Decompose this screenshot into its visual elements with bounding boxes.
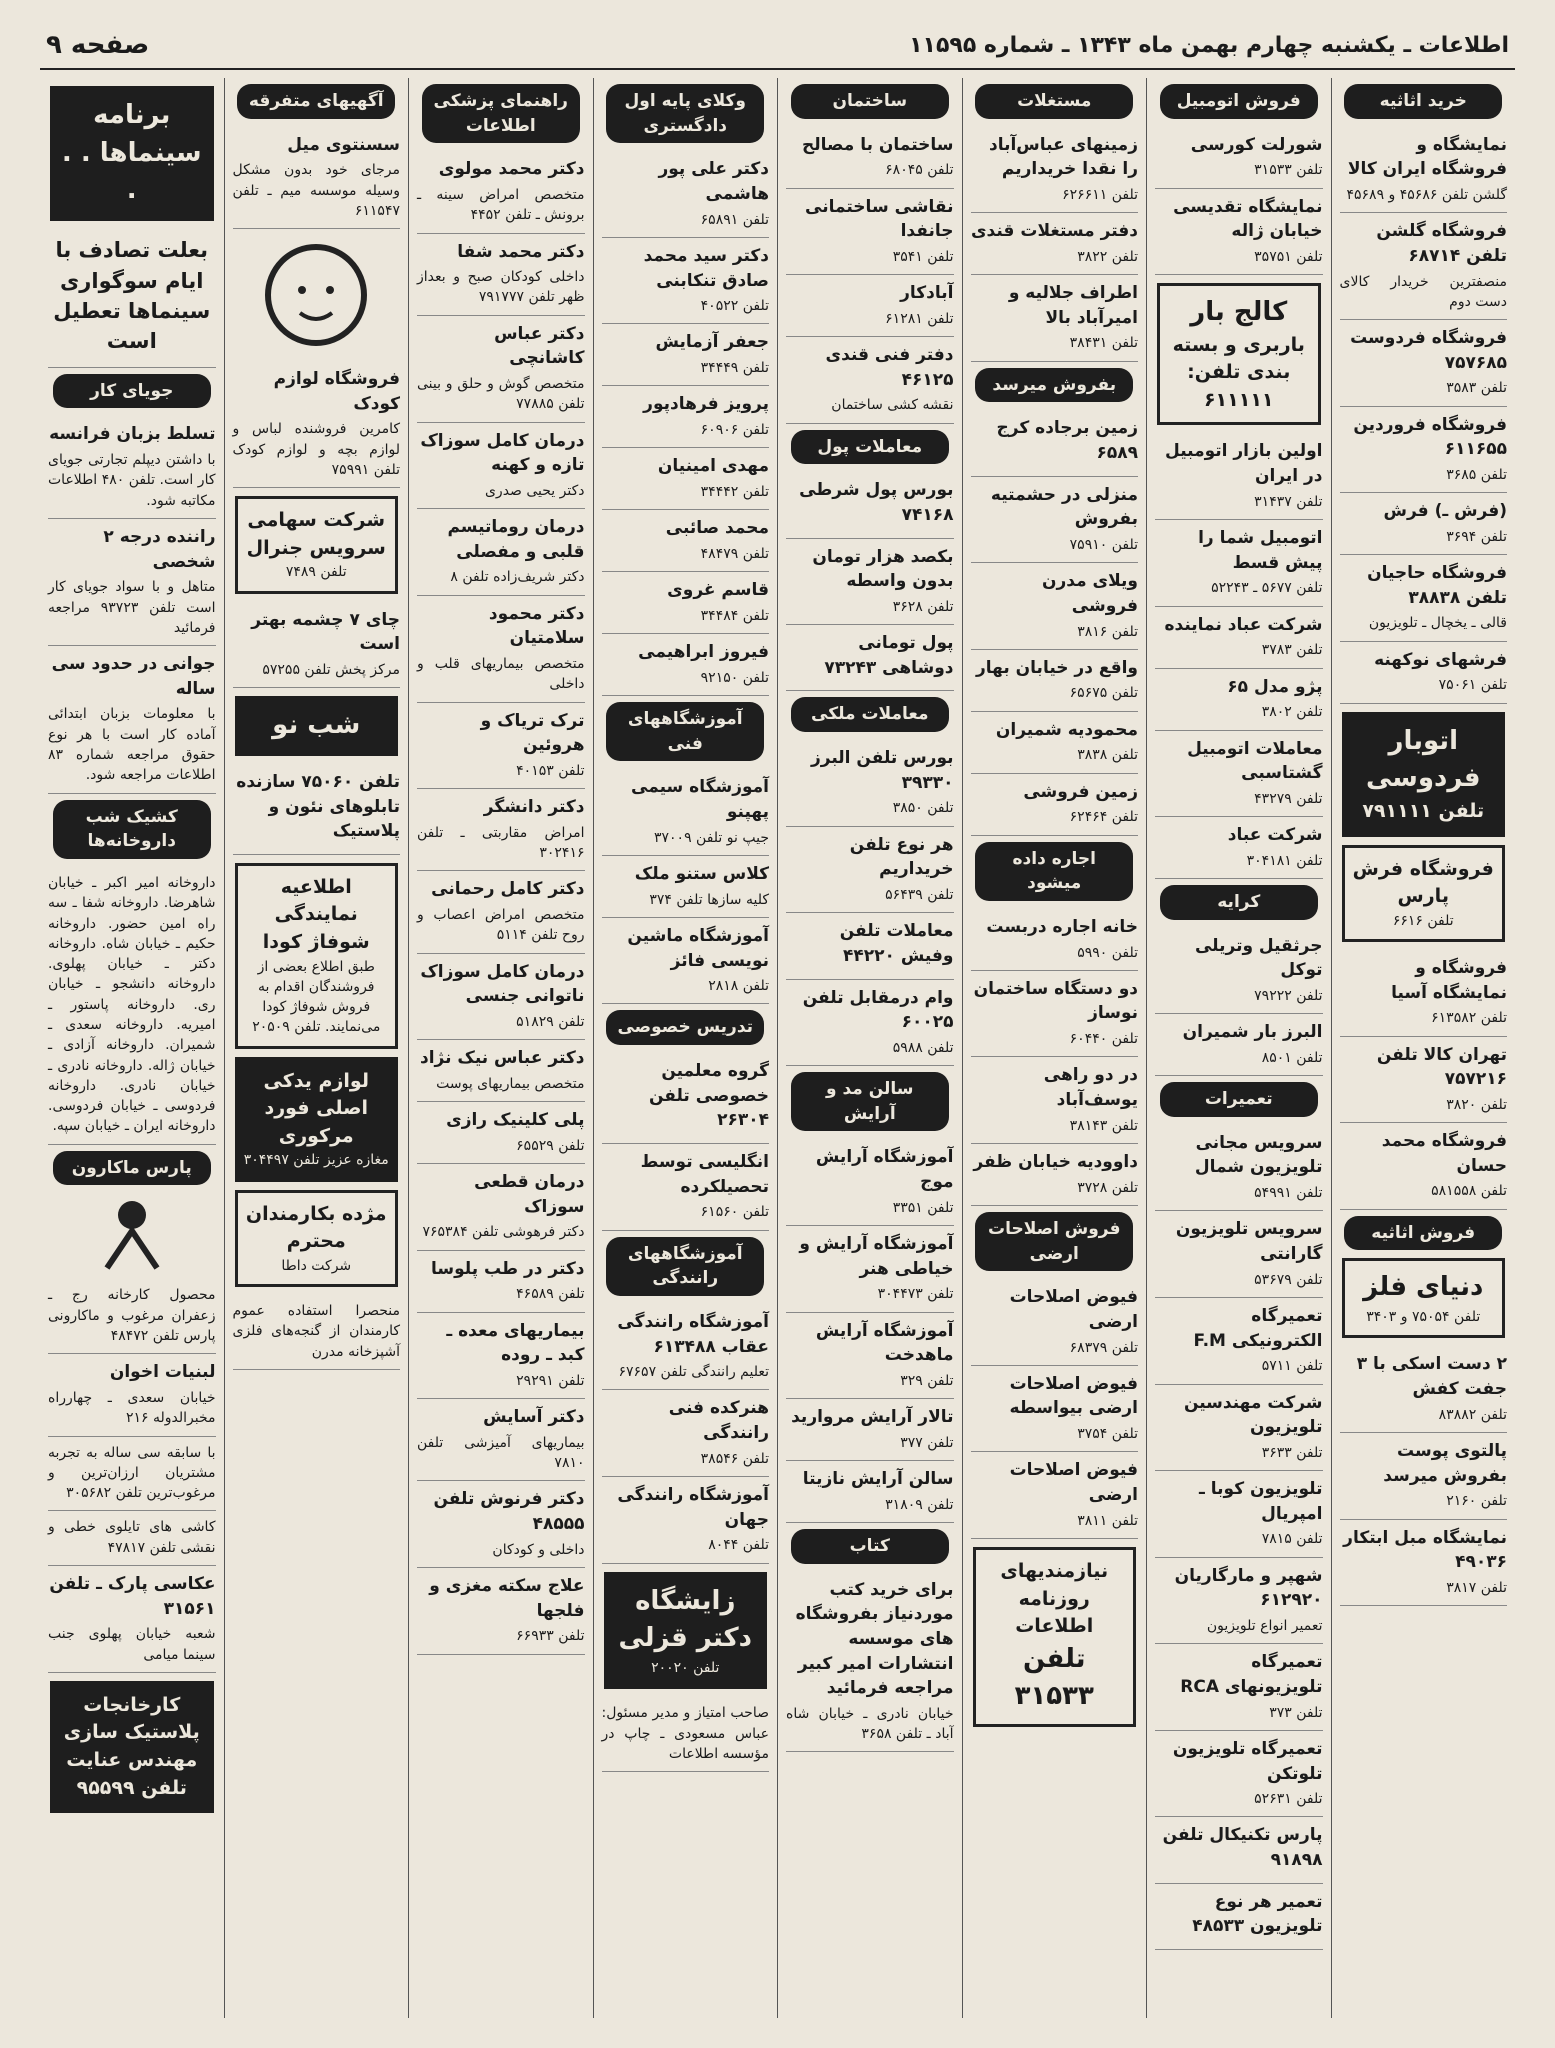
ad: فیوض اصلاحات ارضی تلفن ۳۸۱۱ xyxy=(971,1452,1139,1539)
ad: علاج سکته مغزی و فلجها تلفن ۶۶۹۳۳ xyxy=(417,1568,585,1655)
ford-parts-ad: لوازم یدکی اصلی فورد مرکوری مغازه عزیز تلفن ۳۰۴۴۹۷ xyxy=(235,1057,399,1182)
ad: تلویزیون کوبا ـ امپریال تلفن ۷۸۱۵ xyxy=(1155,1471,1323,1558)
ad: دفتر فنی قندی ۴۶۱۲۵ نقشه کشی ساختمان xyxy=(786,337,954,424)
kalj-bar-ad: کالج بار باربری و بسته بندی تلفن: ۶۱۱۱۱۱ xyxy=(1157,283,1321,425)
ad: دکتر عباس کاشانچی متخصص گوش و حلق و بینی تلفن ۷۷۸۸۵ xyxy=(417,316,585,423)
ad: کاشی های تایلوی خطی و نقشی تلفن ۴۷۸۱۷ xyxy=(48,1511,216,1566)
pars-carpet-ad: فروشگاه فرش پارس تلفن ۶۶۱۶ xyxy=(1342,845,1506,942)
ad: فیوض اصلاحات ارضی تلفن ۶۸۳۷۹ xyxy=(971,1279,1139,1366)
pars-logo xyxy=(48,1193,216,1273)
ad: (فرش ـ) فرش تلفن ۳۶۹۴ xyxy=(1340,493,1508,555)
section-header: فروش اتومبیل xyxy=(1160,84,1318,119)
ad: بیماریهای معده ـ کبد ـ روده تلفن ۲۹۲۹۱ xyxy=(417,1313,585,1400)
ad: پلی کلینیک رازی تلفن ۶۵۵۲۹ xyxy=(417,1102,585,1164)
ad: دکتر محمد مولوی متخصص امراض سینه ـ برونش ـ تلفن ۴۴۵۲ xyxy=(417,151,585,233)
maternity-hospital-ad: زایشگاه دکتر قزلی تلفن ۲۰۰۲۰ xyxy=(604,1572,768,1690)
ad: فروشگاه محمد حسان تلفن ۵۸۱۵۵۸ xyxy=(1340,1123,1508,1210)
section-header: پارس ماکارون xyxy=(53,1151,211,1186)
ad: کلاس ستنو ملک کلیه سازها تلفن ۳۷۴ xyxy=(602,856,770,918)
ad: دکتر محمد شفا داخلی کودکان صبح و بعداز ظهر تلفن ۷۹۱۷۷۷ xyxy=(417,234,585,316)
ad: فروشگاه و نمایشگاه آسیا تلفن ۶۱۳۵۸۲ xyxy=(1340,950,1508,1037)
ad: نمایشگاه و فروشگاه ایران کالا گلشن تلفن ۴۵۶۸۶ و ۴۵۶۸۹ xyxy=(1340,127,1508,214)
classifieds-phone-box: نیازمندیهای روزنامه اطلاعات تلفن ۳۱۵۳۳ xyxy=(973,1547,1137,1727)
ad: برای خرید کتب موردنیاز بفروشگاه های موسسه انتشارات امیر کبیر مراجعه فرمائید خیابان نادری ـ خیابان شاه آباد ـ تلفن ۳۶۵۸ xyxy=(786,1572,954,1753)
ad: گروه معلمین خصوصی تلفن ۲۶۳۰۴ xyxy=(602,1053,770,1144)
ad: دکتر کامل رحمانی متخصص امراض اعصاب و روح تلفن ۵۱۱۴ xyxy=(417,871,585,953)
page-masthead xyxy=(40,30,1515,70)
ad: محمودیه شمیران تلفن ۳۸۳۸ xyxy=(971,712,1139,774)
ad: زمین برجاده کرج ۶۵۸۹ xyxy=(971,410,1139,476)
ad: با سابقه سی ساله به تجربه مشتریان ارزان‌ترین و مرغوب‌ترین تلفن ۳۰۵۶۸۲ xyxy=(48,1437,216,1512)
ad: آموزشگاه رانندگی عقاب ۶۱۳۴۸۸ تعلیم رانندگی تلفن ۶۷۶۵۷ xyxy=(602,1304,770,1391)
ad: در دو راهی یوسف‌آباد تلفن ۳۸۱۴۳ xyxy=(971,1057,1139,1144)
baby-logo xyxy=(233,235,401,355)
ad: سسنتوی میل مرجای خود بدون مشکل وسیله موسسه میم ـ تلفن ۶۱۱۵۴۷ xyxy=(233,127,401,230)
ad: خانه اجاره دربست تلفن ۵۹۹۰ xyxy=(971,909,1139,971)
ad: فروشگاه فروردین ۶۱۱۶۵۵ تلفن ۳۶۸۵ xyxy=(1340,407,1508,494)
ad: چای ۷ چشمه بهتر است مرکز پخش تلفن ۵۷۲۵۵ xyxy=(233,602,401,689)
cinema-notice: بعلت تصادف با ایام سوگواری سینماها تعطیل است xyxy=(48,229,216,368)
ad: دکتر عباس نیک نژاد متخصص بیماریهای پوست xyxy=(417,1040,585,1102)
ad: درمان کامل سوزاک تازه و کهنه دکتر یحیی صدری xyxy=(417,423,585,510)
employee-notice-ad: مژده بکارمندان محترم شرکت داطا xyxy=(235,1190,399,1287)
ad: جرثقیل وتریلی توکل تلفن ۷۹۲۲۲ xyxy=(1155,928,1323,1015)
ad: درمان کامل سوزاک ناتوانی جنسی تلفن ۵۱۸۲۹ xyxy=(417,954,585,1041)
ad: لبنیات اخوان خیابان سعدی ـ چهارراه مخبرالدوله ۲۱۶ xyxy=(48,1354,216,1436)
ad: تهران کالا تلفن ۷۵۷۲۱۶ تلفن ۳۸۲۰ xyxy=(1340,1037,1508,1124)
ad: مهدی امینیان تلفن ۳۴۴۴۲ xyxy=(602,448,770,510)
column-medical xyxy=(408,78,593,2018)
section-header: وکلای پایه اول دادگستری xyxy=(606,84,764,143)
ad: شرکت مهندسین تلویزیون تلفن ۳۶۳۳ xyxy=(1155,1385,1323,1472)
ad: شورلت کورسی تلفن ۳۱۵۳۳ xyxy=(1155,127,1323,189)
ad: دکتر فرنوش تلفن ۴۸۵۵۵ داخلی و کودکان xyxy=(417,1481,585,1568)
ad: ۲ دست اسکی با ۳ جفت کفش تلفن ۸۳۸۸۲ xyxy=(1340,1346,1508,1433)
pharmacy-list: داروخانه امیر اکبر ـ خیابان شاهرضا. داروخانه شفا ـ سه راه امین حضور. داروخانه حکیم ـ خیابان شاه. داروخانه دکتر ـ خیابان پهلوی. داروخانه دانشجو ـ خیابان ری. داروخانه پاستور ـ امیریه. داروخانه سعدی ـ شمیران. داروخانه آزادی ـ خیابان ژاله. داروخانه نادری ـ خیابان نادری. داروخانه فردوسی ـ خیابان فردوسی. داروخانه ایران ـ خیابان سپه. xyxy=(48,867,216,1145)
ad: بورس پول شرطی ۷۴۱۶۸ xyxy=(786,472,954,538)
ad: معاملات اتومبیل گشتاسبی تلفن ۴۳۲۷۹ xyxy=(1155,731,1323,818)
ad: منزلی در حشمتیه بفروش تلفن ۷۵۹۱۰ xyxy=(971,477,1139,564)
section-header: معاملات ملکی xyxy=(791,697,949,732)
ad: دکتر در طب پلوسا تلفن ۴۶۵۸۹ xyxy=(417,1251,585,1313)
ad: تالار آرایش مروارید تلفن ۳۷۷ xyxy=(786,1399,954,1461)
column-cars xyxy=(1146,78,1331,2018)
ad: راننده درجه ۲ شخصی متاهل و با سواد جویای کار است تلفن ۹۳۷۲۳ مراجعه فرمائید xyxy=(48,519,216,646)
ad: فروشگاه گلشن تلفن ۶۸۷۱۴ منصفترین خریدار کالای دست دوم xyxy=(1340,213,1508,320)
column-real-estate xyxy=(962,78,1147,2018)
plastic-factory-ad: کارخانجات پلاستیک سازی مهندس عنایت تلفن ۹۵۵۹۹ xyxy=(50,1681,214,1813)
ad: اولین بازار اتومبیل در ایران تلفن ۳۱۴۳۷ xyxy=(1155,433,1323,520)
ad: فیوض اصلاحات ارضی بیواسطه تلفن ۳۷۵۴ xyxy=(971,1366,1139,1453)
ad: آموزشگاه آرایش و خیاطی هنر تلفن ۳۰۴۴۷۳ xyxy=(786,1226,954,1313)
otobar-ferdowsi-ad: اتوبار فردوسی تلفن ۷۹۱۱۱۱ xyxy=(1342,712,1506,837)
column-misc xyxy=(224,78,409,2018)
ad: زمین فروشی تلفن ۶۲۴۶۴ xyxy=(971,774,1139,836)
ad: پرویز فرهادپور تلفن ۶۰۹۰۶ xyxy=(602,386,770,448)
ad: نقاشی ساختمانی جانفدا تلفن ۳۵۴۱ xyxy=(786,189,954,276)
section-header: آموزشگاههای رانندگی xyxy=(606,1237,764,1296)
ad: آموزشگاه سیمی پهپنو جیپ نو تلفن ۳۷۰۰۹ xyxy=(602,769,770,856)
ad: پارس تکنیکال تلفن ۹۱۸۹۸ xyxy=(1155,1817,1323,1883)
section-header: ساختمان xyxy=(791,84,949,119)
masthead-title: اطلاعات ـ یکشنبه چهارم بهمن ماه ۱۳۴۳ ـ شماره ۱۱۵۹۵ xyxy=(909,32,1509,58)
ad: بکصد هزار تومان بدون واسطه تلفن ۳۶۲۸ xyxy=(786,539,954,626)
ad: تلفن ۷۵۰۶۰ سازنده تابلوهای نئون و پلاستیک xyxy=(233,764,401,855)
section-header: آموزشگاههای فنی xyxy=(606,702,764,761)
ad: منحصرا استفاده عموم کارمندان از گنجه‌های فلزی آشپزخانه مدرن xyxy=(233,1295,401,1370)
ad: هر نوع تلفن خریداریم تلفن ۵۶۴۳۹ xyxy=(786,827,954,914)
ad: جعفر آزمایش تلفن ۳۴۴۴۹ xyxy=(602,324,770,386)
ad: پول تومانی دوشاهی ۷۳۲۴۳ xyxy=(786,625,954,691)
ad: سرویس مجانی تلویزیون شمال تلفن ۵۴۹۹۱ xyxy=(1155,1125,1323,1212)
ad: نمایشگاه تقدیسی خیابان ژاله تلفن ۳۵۷۵۱ xyxy=(1155,189,1323,276)
ad: سرویس تلویزیون گارانتی تلفن ۵۳۶۷۹ xyxy=(1155,1211,1323,1298)
section-header: خرید اثاثیه xyxy=(1344,84,1502,119)
ad: آموزشگاه رانندگی جهان تلفن ۸۰۴۴ xyxy=(602,1477,770,1564)
section-header: جویای کار xyxy=(53,374,211,409)
donya-felez-ad: دنیای فلز تلفن ۷۵۰۵۴ و ۳۴۰۳ xyxy=(1342,1258,1506,1338)
ad: تعمیر هر نوع تلویزیون ۴۸۵۳۳ xyxy=(1155,1884,1323,1950)
baby-face-icon xyxy=(236,235,396,355)
section-header: معاملات پول xyxy=(791,430,949,465)
section-header: فروش اثاثیه xyxy=(1344,1216,1502,1251)
ad: تعمیرگاه تلویزیون تلوتکن تلفن ۵۲۶۳۱ xyxy=(1155,1731,1323,1818)
general-service-ad: شرکت سهامی سرویس جنرال تلفن ۷۴۸۹ xyxy=(235,496,399,593)
ad: آموزشگاه آرایش موج تلفن ۳۳۵۱ xyxy=(786,1139,954,1226)
ad: قاسم غروی تلفن ۳۴۴۸۴ xyxy=(602,572,770,634)
section-header: آگهیهای متفرقه xyxy=(237,84,395,119)
ad: ساختمان با مصالح تلفن ۶۸۰۴۵ xyxy=(786,127,954,189)
ad: فروشگاه فردوست ۷۵۷۶۸۵ تلفن ۳۵۸۳ xyxy=(1340,320,1508,407)
section-header: اجاره داده میشود xyxy=(975,842,1133,901)
ad: دکتر آسایش بیماریهای آمیزشی تلفن ۷۸۱۰ xyxy=(417,1399,585,1481)
cinema-banner: برنامه سینماها . . . xyxy=(50,86,214,221)
imprint: صاحب امتیاز و مدیر مسئول: عباس مسعودی ـ چاپ در مؤسسه اطلاعات xyxy=(602,1697,770,1772)
ad: فرشهای نوکهنه تلفن ۷۵۰۶۱ xyxy=(1340,642,1508,704)
ad: درمان قطعی سوزاک دکتر فرهوشی تلفن ۷۶۵۳۸۴ xyxy=(417,1164,585,1251)
ad: دکتر محمود سلامتیان متخصص بیماریهای قلب و داخلی xyxy=(417,596,585,703)
ad: هنرکده فنی رانندگی تلفن ۳۸۵۴۶ xyxy=(602,1390,770,1477)
ad: دکتر علی پور هاشمی تلفن ۶۵۸۹۱ xyxy=(602,151,770,238)
ad: تعمیرگاه الکترونیکی F.M تلفن ۵۷۱۱ xyxy=(1155,1298,1323,1385)
ad: ویلای مدرن فروشی تلفن ۳۸۱۶ xyxy=(971,563,1139,650)
ad: پالتوی پوست بفروش میرسد تلفن ۲۱۶۰ xyxy=(1340,1433,1508,1520)
section-header: تعمیرات xyxy=(1160,1082,1318,1117)
ad: شهپر و مارگاریان ۶۱۲۹۲۰ تعمیر انواع تلویزیون xyxy=(1155,1558,1323,1645)
ad: فروشگاه لوازم کودک کامرین فروشنده لباس و لوازم بچه و لوازم کودک تلفن ۷۵۹۹۱ xyxy=(233,361,401,488)
ad: وام درمقابل تلفن ۶۰۰۲۵ تلفن ۵۹۸۸ xyxy=(786,980,954,1067)
column-building xyxy=(777,78,962,2018)
section-header: راهنمای پزشکی اطلاعات xyxy=(422,84,580,143)
section-header: کرایه xyxy=(1160,885,1318,920)
section-header: مستغلات xyxy=(975,84,1133,119)
ad: دکتر دانشگر امراض مقاربتی ـ تلفن ۳۰۲۴۱۶ xyxy=(417,789,585,871)
ad: دو دستگاه ساختمان نوساز تلفن ۶۰۴۴۰ xyxy=(971,971,1139,1058)
column-furniture xyxy=(1331,78,1516,2018)
ad: فروشگاه حاجیان تلفن ۳۸۸۳۸ قالی ـ یخچال ـ تلویزیون xyxy=(1340,555,1508,642)
ad: شرکت عباد نماینده تلفن ۳۷۸۳ xyxy=(1155,607,1323,669)
ad: پژو مدل ۶۵ تلفن ۳۸۰۲ xyxy=(1155,669,1323,731)
ad: آموزشگاه ماشین نویسی فائز تلفن ۲۸۱۸ xyxy=(602,918,770,1005)
section-header: تدریس خصوصی xyxy=(606,1010,764,1045)
ad: واقع در خیابان بهار تلفن ۶۵۶۷۵ xyxy=(971,650,1139,712)
ad: البرز بار شمیران تلفن ۸۵۰۱ xyxy=(1155,1014,1323,1076)
koda-notice-ad: اطلاعیه نمایندگی شوفاژ کودا طبق اطلاع بعضی از فروشندگان اقدام به فروش شوفاژ کودا می‌نمایند. تلفن ۲۰۵۰۹ xyxy=(235,863,399,1049)
section-header: کشیک شب داروخانه‌ها xyxy=(53,800,211,859)
section-header: سالن مد و آرایش xyxy=(791,1072,949,1131)
column-cinema xyxy=(40,78,224,2018)
ad: عکاسی پارک ـ تلفن ۳۱۵۶۱ شعبه خیابان پهلوی جنب سینما میامی xyxy=(48,1566,216,1673)
section-header: بفروش میرسد xyxy=(975,368,1133,403)
ad: تسلط بزبان فرانسه با داشتن دیپلم تجارتی جویای کار است. تلفن ۴۸۰ اطلاعات مکاتبه شود. xyxy=(48,416,216,519)
ad: تعمیرگاه تلویزیونهای RCA تلفن ۳۷۳ xyxy=(1155,1644,1323,1731)
ad: بورس تلفن البرز ۳۹۳۳۰ تلفن ۳۸۵۰ xyxy=(786,740,954,827)
ad: ترک تریاک و هروئین تلفن ۴۰۱۵۳ xyxy=(417,703,585,790)
section-header: کتاب xyxy=(791,1529,949,1564)
ad: معاملات تلفن وفیش ۴۴۲۲۰ xyxy=(786,913,954,979)
ad: زمینهای عباس‌آباد را نقدا خریداریم تلفن ۶۲۶۶۱۱ xyxy=(971,127,1139,214)
ad: نمایشگاه مبل ابتکار ۴۹۰۳۶ تلفن ۳۸۱۷ xyxy=(1340,1520,1508,1607)
ad: سالن آرایش نازیتا تلفن ۳۱۸۰۹ xyxy=(786,1461,954,1523)
column-lawyers xyxy=(593,78,778,2018)
ad: دفتر مستغلات قندی تلفن ۳۸۲۲ xyxy=(971,213,1139,275)
ad: محمد صائبی تلفن ۴۸۴۷۹ xyxy=(602,510,770,572)
ad: انگلیسی توسط تحصیلکرده تلفن ۶۱۵۶۰ xyxy=(602,1144,770,1231)
shab-no-ad: شب نو xyxy=(235,696,399,756)
ad: آبادکار تلفن ۶۱۲۸۱ xyxy=(786,275,954,337)
section-header: فروش اصلاحات ارضی xyxy=(975,1212,1133,1271)
ad: محصول کارخانه رج ـ زعفران مرغوب و ماکارونی پارس تلفن ۴۸۴۷۲ xyxy=(48,1279,216,1354)
columns xyxy=(40,78,1515,2018)
ad: اتومبیل شما را پیش قسط تلفن ۵۶۷۷ ـ ۵۲۲۴۳ xyxy=(1155,520,1323,607)
ad: آموزشگاه آرایش ماهدخت تلفن ۳۲۹ xyxy=(786,1313,954,1400)
ad: اطراف جلالیه و امیرآباد بالا تلفن ۳۸۴۳۱ xyxy=(971,275,1139,362)
page-number: صفحه ۹ xyxy=(46,30,150,60)
ad: فیروز ابراهیمی تلفن ۹۲۱۵۰ xyxy=(602,634,770,696)
ad: داوودیه خیابان ظفر تلفن ۳۷۲۸ xyxy=(971,1144,1139,1206)
pars-figure-icon xyxy=(77,1193,187,1273)
ad: درمان روماتیسم قلبی و مفصلی دکتر شریف‌زاده تلفن ۸ xyxy=(417,509,585,596)
ad: دکتر سید محمد صادق تنکابنی تلفن ۴۰۵۲۲ xyxy=(602,238,770,325)
ad: جوانی در حدود سی ساله با معلومات بزبان ابتدائی آماده کار است با هر نوع حقوق مراجعه شماره ۸۳ اطلاعات مراجعه شود. xyxy=(48,646,216,793)
ad: شرکت عباد تلفن ۳۰۴۱۸۱ xyxy=(1155,817,1323,879)
